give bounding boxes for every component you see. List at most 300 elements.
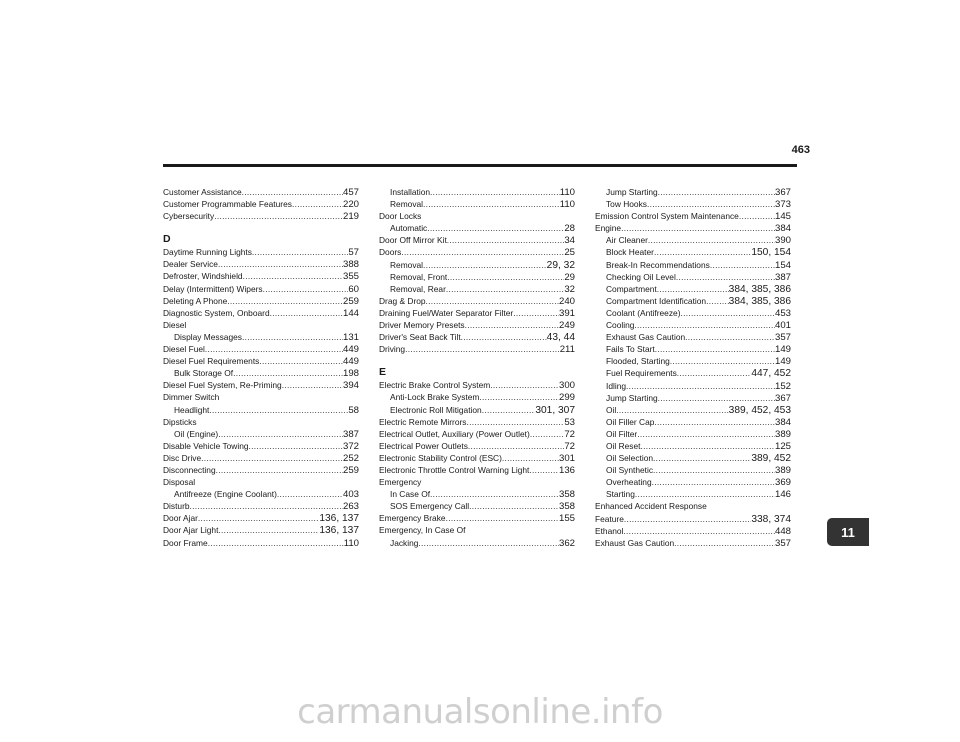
entry-label: Ethanol (595, 525, 624, 536)
dot-leader (479, 391, 559, 403)
dot-leader (190, 500, 343, 512)
index-entry (595, 210, 791, 222)
page-reference: 389 (774, 428, 791, 440)
page-reference: 57 (348, 247, 359, 259)
entry-label: Disconnecting (163, 464, 216, 475)
page-reference: 131 (342, 331, 359, 343)
dot-leader (739, 210, 775, 222)
dot-leader (670, 355, 775, 367)
index-entry (163, 295, 359, 307)
entry-label: Bulk Storage Of (174, 368, 234, 379)
entry-label: Idling (606, 380, 627, 391)
page-reference: 43, 44 (546, 332, 575, 344)
page-reference: 29, 32 (546, 259, 575, 271)
index-entry (379, 246, 575, 258)
entry-label: Headlight (174, 404, 210, 415)
dot-leader (208, 537, 344, 549)
index-entry (379, 464, 575, 476)
dot-leader (640, 440, 775, 452)
dot-leader (653, 464, 775, 476)
dot-leader (529, 464, 559, 476)
entry-label: Dipsticks (163, 416, 197, 427)
index-subentry (379, 271, 575, 283)
page-reference: 34 (564, 235, 575, 247)
entry-label: Delay (Intermittent) Wipers (163, 283, 263, 294)
dot-leader (513, 307, 559, 319)
page-reference: 387 (342, 428, 359, 440)
dot-leader (218, 524, 319, 536)
page-reference: 198 (342, 368, 359, 380)
index-entry (163, 452, 359, 464)
page-reference: 401 (774, 320, 791, 332)
index-entry (379, 512, 575, 524)
entry-label: Cooling (606, 320, 635, 331)
page-reference: 149 (774, 356, 791, 368)
dot-leader (418, 537, 559, 549)
entry-label: Jump Starting (606, 392, 658, 403)
entry-label: Air Cleaner (606, 235, 648, 246)
entry-label: Diesel Fuel System, Re-Priming (163, 380, 282, 391)
dot-leader (243, 270, 343, 282)
entry-label: Removal, Rear (390, 283, 446, 294)
dot-leader (233, 367, 343, 379)
page-reference: 136, 137 (319, 525, 359, 537)
index-entry (163, 379, 359, 391)
dot-leader (466, 416, 564, 428)
entry-label: Dealer Service (163, 259, 218, 270)
entry-label: Exhaust Gas Caution (595, 537, 675, 548)
dot-leader (214, 210, 343, 222)
page-reference: 211 (559, 344, 575, 356)
dot-leader (624, 513, 751, 525)
entry-label: Removal, Front (390, 271, 448, 282)
dot-leader (637, 428, 775, 440)
entry-label: Electronic Stability Control (ESC) (379, 452, 502, 463)
index-subentry (595, 488, 791, 500)
page-reference: 53 (564, 416, 575, 428)
dot-leader (657, 283, 729, 295)
page-reference: 149 (774, 344, 791, 356)
entry-label: Drag & Drop (379, 295, 426, 306)
dot-leader (623, 525, 775, 537)
page-reference: 369 (774, 477, 791, 489)
page-reference: 448 (774, 525, 791, 537)
page-reference: 60 (348, 283, 359, 295)
index-subentry (595, 416, 791, 428)
entry-label: Installation (390, 187, 431, 197)
entry-label: Diesel (163, 319, 187, 330)
entry-label: Driver Memory Presets (379, 320, 465, 331)
dot-leader (468, 440, 564, 452)
index-subentry (595, 283, 791, 295)
entry-label: Diagnostic System, Onboard (163, 307, 270, 318)
dot-leader (710, 259, 775, 271)
index-entry (595, 500, 791, 512)
dot-leader (648, 234, 775, 246)
dot-leader (252, 246, 348, 258)
entry-label: Defroster, Windshield (163, 271, 243, 282)
page-reference: 388 (342, 259, 359, 271)
page-reference: 29 (564, 271, 575, 283)
index-subentry (379, 198, 575, 210)
page-reference: 58 (348, 404, 359, 416)
page-reference: 403 (342, 489, 359, 501)
entry-label: Oil Reset (606, 440, 641, 451)
entry-label: Daytime Running Lights (163, 247, 252, 258)
dot-leader (423, 198, 560, 210)
entry-label: Removal (390, 259, 424, 270)
dot-leader (430, 186, 560, 198)
page-reference: 252 (342, 452, 359, 464)
entry-label: Draining Fuel/Water Separator Filter (379, 307, 514, 318)
page-reference: 390 (774, 235, 791, 247)
index-subentry (595, 271, 791, 283)
page-reference: 357 (774, 332, 791, 344)
index-entry (379, 307, 575, 319)
page-reference: 72 (564, 428, 575, 440)
index-subentry (595, 259, 791, 271)
dot-leader (706, 295, 729, 307)
index-subentry (379, 391, 575, 403)
page-reference: 358 (558, 501, 575, 513)
entry-label: Electronic Throttle Control Warning Light (379, 464, 530, 475)
dot-leader (430, 488, 559, 500)
index-subentry (163, 404, 359, 416)
page-reference: 110 (343, 537, 359, 549)
entry-label: Emergency, In Case Of (379, 525, 466, 536)
page-reference: 362 (558, 537, 575, 549)
index-subentry (595, 392, 791, 404)
entry-label: Electrical Outlet, Auxiliary (Power Outlet) (379, 428, 530, 439)
entry-label: Dimmer Switch (163, 392, 220, 403)
entry-label: Coolant (Antifreeze) (606, 307, 681, 318)
index-subentry (595, 295, 791, 307)
index-column-2 (379, 186, 575, 549)
index-entry (379, 428, 575, 440)
index-subentry (595, 234, 791, 246)
page-reference: 453 (774, 307, 791, 319)
dot-leader (426, 295, 559, 307)
page-reference: 301, 307 (535, 404, 575, 416)
index-entry (595, 525, 791, 537)
index-subentry (595, 404, 791, 416)
dot-leader (635, 488, 775, 500)
index-subentry (379, 222, 575, 234)
index-subentry (595, 476, 791, 488)
index-subentry (595, 440, 791, 452)
page-reference: 372 (342, 440, 359, 452)
dot-leader (626, 380, 775, 392)
index-subentry (379, 186, 575, 198)
dot-leader (677, 367, 752, 379)
page-reference: 263 (342, 501, 359, 513)
page-reference: 144 (342, 307, 359, 319)
dot-leader (469, 500, 559, 512)
dot-leader (277, 488, 343, 500)
entry-label: Display Messages (174, 331, 242, 342)
index-entry (163, 343, 359, 355)
page-reference: 457 (342, 187, 359, 198)
index-entry (379, 234, 575, 246)
dot-leader (242, 186, 343, 198)
dot-leader (674, 537, 775, 549)
page-reference: 384 (774, 223, 791, 235)
page-reference: 384, 385, 386 (728, 295, 791, 307)
dot-leader (259, 355, 343, 367)
page-reference: 391 (558, 307, 575, 319)
entry-label: In Case Of (390, 489, 431, 500)
page-reference: 155 (558, 513, 575, 525)
index-entry (163, 524, 359, 536)
dot-leader (446, 283, 564, 295)
page-reference: 449 (342, 356, 359, 368)
dot-leader (201, 452, 343, 464)
entry-label: Oil (Engine) (174, 428, 219, 439)
index-subentry (595, 343, 791, 355)
dot-leader (447, 271, 564, 283)
entry-label: Door Frame (163, 537, 208, 548)
entry-label: Disturb (163, 501, 190, 512)
page-reference: 447, 452 (751, 368, 791, 380)
page-reference: 387 (774, 271, 791, 283)
page-reference: 220 (342, 199, 359, 211)
page-reference: 150, 154 (751, 247, 791, 259)
dot-leader (205, 343, 343, 355)
index-subentry (595, 355, 791, 367)
entry-label: Overheating (606, 477, 652, 488)
entry-label: Checking Oil Level (606, 271, 676, 282)
dot-leader (490, 379, 559, 391)
page-reference: 367 (774, 392, 791, 404)
index-subentry (595, 319, 791, 331)
entry-label: Compartment (606, 283, 657, 294)
page-reference: 367 (774, 187, 791, 198)
dot-leader (653, 452, 751, 464)
index-subentry (379, 283, 575, 295)
index-entry (163, 246, 359, 258)
index-entry (163, 258, 359, 270)
page-reference: 136 (558, 464, 575, 476)
entry-label: Jump Starting (606, 187, 658, 197)
entry-label: Tow Hooks (606, 199, 647, 210)
dot-leader (461, 331, 547, 343)
entry-label: Feature (595, 513, 624, 524)
entry-label: Electrical Power Outlets (379, 440, 468, 451)
dot-leader (249, 440, 343, 452)
index-entry (379, 416, 575, 428)
entry-label: Deleting A Phone (163, 295, 228, 306)
index-entry (595, 222, 791, 234)
section-letter: E (379, 366, 387, 379)
page-reference: 125 (774, 440, 791, 452)
index-entry (379, 331, 575, 343)
index-subentry (595, 380, 791, 392)
entry-label: Compartment Identification (606, 295, 707, 306)
entry-label: Disable Vehicle Towing (163, 440, 249, 451)
index-entry (163, 270, 359, 282)
index-subentry (163, 488, 359, 500)
index-entry (163, 537, 359, 549)
dot-leader (655, 343, 775, 355)
page-number: 463 (791, 144, 810, 156)
page-reference: 136, 137 (319, 513, 359, 525)
dot-leader (621, 222, 775, 234)
page-reference: 259 (342, 464, 359, 476)
index-subentry (595, 246, 791, 258)
entry-label: Door Ajar Light (163, 525, 219, 536)
entry-label: Disposal (163, 477, 196, 488)
entry-label: Diesel Fuel (163, 344, 205, 355)
dot-leader (218, 258, 343, 270)
entry-label: Emergency Brake (379, 513, 446, 524)
page-reference: 449 (342, 344, 359, 356)
entry-label: Oil Selection (606, 453, 654, 464)
entry-label: Break-In Recommendations (606, 259, 710, 270)
index-subentry (163, 367, 359, 379)
page-reference: 32 (564, 283, 575, 295)
index-entry (379, 524, 575, 536)
entry-label: SOS Emergency Call (390, 501, 470, 512)
page-reference: 146 (774, 489, 791, 501)
index-entry (163, 307, 359, 319)
dot-leader (616, 404, 728, 416)
page-reference: 145 (774, 211, 791, 223)
page-reference: 389 (774, 465, 791, 477)
entry-label: Jacking (390, 537, 419, 548)
entry-label: Enhanced Accident Response (595, 501, 707, 512)
entry-label: Door Ajar (163, 513, 198, 524)
index-entry (379, 440, 575, 452)
page-reference: 338, 374 (751, 513, 791, 525)
page-reference: 394 (342, 380, 359, 392)
entry-label: Fuel Requirements (606, 368, 677, 379)
entry-label: Anti-Lock Brake System (390, 392, 480, 403)
page-reference: 358 (558, 489, 575, 501)
index-entry (163, 319, 359, 331)
dot-leader (680, 307, 775, 319)
index-subentry (595, 367, 791, 379)
entry-label: Electronic Roll Mitigation (390, 404, 482, 415)
entry-label: Removal (390, 199, 424, 210)
page-reference: 219 (342, 211, 359, 223)
index-subentry (595, 428, 791, 440)
entry-label: Customer Programmable Features (163, 199, 292, 210)
dot-leader (658, 186, 775, 198)
index-entry (595, 537, 791, 549)
index-column-3 (595, 186, 791, 549)
index-subentry (163, 331, 359, 343)
dot-leader (218, 428, 343, 440)
dot-leader (482, 404, 536, 416)
dot-leader (447, 234, 565, 246)
index-subentry (163, 428, 359, 440)
entry-label: Door Locks (379, 211, 422, 222)
index-subentry (595, 186, 791, 198)
index-subentry (595, 331, 791, 343)
index-column-1 (163, 186, 359, 549)
entry-label: Oil Filler Cap (606, 416, 655, 427)
dot-leader (647, 198, 775, 210)
dot-leader (465, 319, 559, 331)
entry-label: Driver's Seat Back Tilt (379, 332, 461, 343)
index-entry (163, 283, 359, 295)
chapter-tab: 11 (827, 518, 869, 546)
entry-label: Driving (379, 344, 406, 355)
index-subentry (595, 452, 791, 464)
page-reference: 373 (774, 199, 791, 211)
entry-label: Electric Remote Mirrors (379, 416, 467, 427)
entry-label: Starting (606, 489, 635, 500)
page-reference: 301 (558, 452, 575, 464)
dot-leader (227, 295, 343, 307)
dot-leader (685, 331, 775, 343)
page-reference: 389, 452, 453 (728, 404, 791, 416)
index-entry (163, 440, 359, 452)
index-entry (163, 355, 359, 367)
dot-leader (198, 512, 319, 524)
section-letter: D (163, 233, 171, 246)
page-reference: 357 (774, 537, 791, 549)
entry-label: Oil Synthetic (606, 465, 654, 476)
page-reference: 384 (774, 416, 791, 428)
dot-leader (282, 379, 343, 391)
index-entry (379, 319, 575, 331)
index-subentry (595, 198, 791, 210)
dot-leader (658, 392, 775, 404)
page-reference: 389, 452 (751, 453, 791, 465)
index-entry (163, 416, 359, 428)
index-subentry (595, 464, 791, 476)
entry-label: Doors (379, 247, 402, 258)
entry-label: Oil Filter (606, 428, 638, 439)
entry-label: Exhaust Gas Caution (606, 332, 686, 343)
index-entry (163, 512, 359, 524)
index-entry (163, 500, 359, 512)
dot-leader (502, 452, 559, 464)
index-subentry (379, 404, 575, 416)
dot-leader (530, 428, 565, 440)
entry-label: Oil (606, 404, 617, 415)
index-entry (163, 391, 359, 403)
page-reference: 259 (342, 295, 359, 307)
dot-leader (401, 246, 564, 258)
dot-leader (654, 246, 751, 258)
entry-label: Electric Brake Control System (379, 380, 491, 391)
index-subentry (595, 307, 791, 319)
dot-leader (270, 307, 343, 319)
header-rule (163, 164, 797, 167)
dot-leader (216, 464, 343, 476)
page-reference: 110 (559, 187, 575, 198)
page-reference: 110 (559, 199, 575, 211)
entry-label: Emission Control System Maintenance (595, 211, 739, 222)
index-entry (379, 452, 575, 464)
entry-label: Antifreeze (Engine Coolant) (174, 489, 277, 500)
page-reference: 25 (564, 247, 575, 259)
index-entry (163, 464, 359, 476)
dot-leader (242, 331, 343, 343)
entry-label: Door Off Mirror Kit (379, 235, 447, 246)
entry-label: Cybersecurity (163, 211, 215, 222)
index-entry (379, 379, 575, 391)
dot-leader (405, 343, 560, 355)
dot-leader (292, 198, 343, 210)
index-entry (379, 210, 575, 222)
entry-label: Customer Assistance (163, 187, 242, 197)
index-subentry (379, 500, 575, 512)
dot-leader (446, 512, 559, 524)
dot-leader (263, 283, 349, 295)
